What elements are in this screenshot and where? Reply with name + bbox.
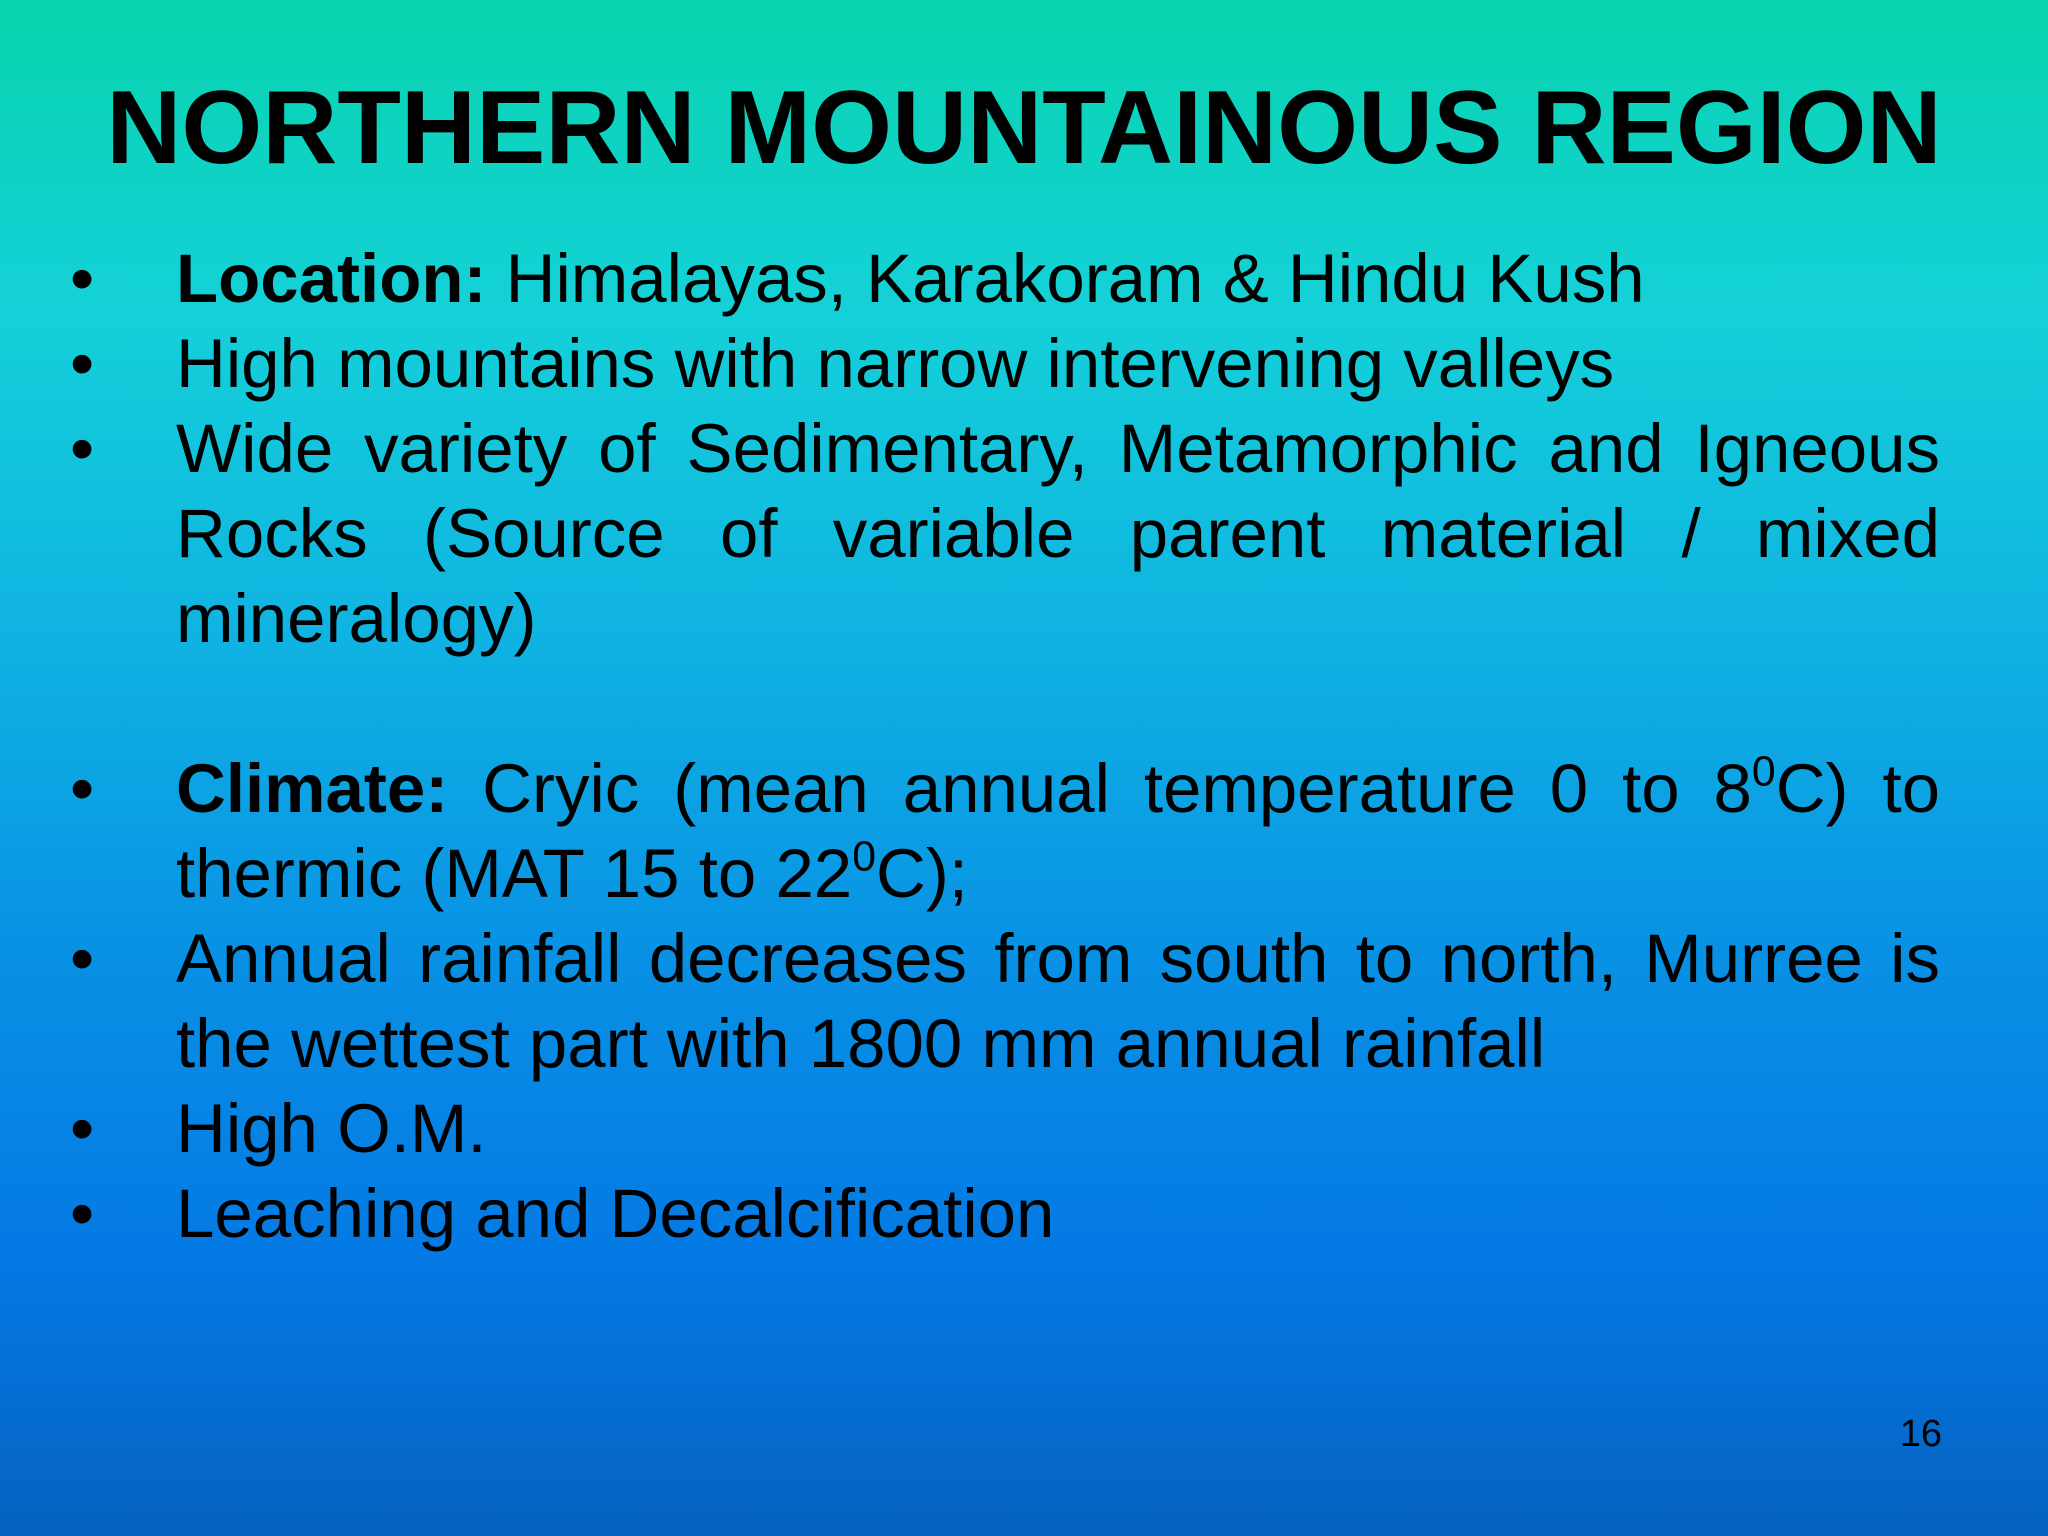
bullet-marker: • [70, 410, 95, 487]
rainfall-text: Annual rainfall decreases from south to north, Murree is the wettest part with 1800 mm annual rainfall [176, 920, 1940, 1082]
climate-degree-sup-b: 0 [852, 832, 876, 881]
bullet-climate [0, 746, 1940, 916]
page-number: 16 [1899, 1413, 1942, 1455]
climate-text-a: Cryic (mean annual temperature 0 to 8 [448, 750, 1752, 827]
bullet-marker: • [70, 750, 95, 827]
bullet-marker: • [70, 240, 95, 317]
location-text: Himalayas, Karakoram & Hindu Kush [486, 240, 1645, 317]
rocks-text: Wide variety of Sedimentary, Metamorphic and Igneous Rocks (Source of variable parent material / mixed mineralogy) [176, 410, 1940, 657]
bullet-location [0, 236, 1940, 321]
location-label: Location: [176, 240, 487, 317]
bullet-marker: • [70, 920, 95, 997]
bullet-high-om [0, 1086, 1940, 1171]
climate-text-b: C) to thermic (MAT 15 to 22 [176, 750, 1940, 912]
bullet-marker: • [70, 1090, 95, 1167]
bullet-rocks [0, 406, 1940, 661]
bullet-marker: • [70, 1175, 95, 1252]
slide-title: NORTHERN MOUNTAINOUS REGION [106, 70, 1942, 186]
high-om-text: High O.M. [176, 1090, 487, 1167]
bullet-high-mountains [0, 321, 1940, 406]
climate-degree-sup-a: 0 [1751, 747, 1776, 796]
bullet-rainfall [0, 916, 1940, 1086]
climate-text-c: C); [875, 835, 968, 912]
bullet-leaching [0, 1171, 1940, 1256]
high-mountains-text: High mountains with narrow intervening valleys [176, 325, 1615, 402]
leaching-text: Leaching and Decalcification [176, 1175, 1055, 1252]
bullet-marker: • [70, 325, 95, 402]
bullet-list [0, 236, 2048, 1256]
climate-label: Climate: [176, 750, 449, 827]
